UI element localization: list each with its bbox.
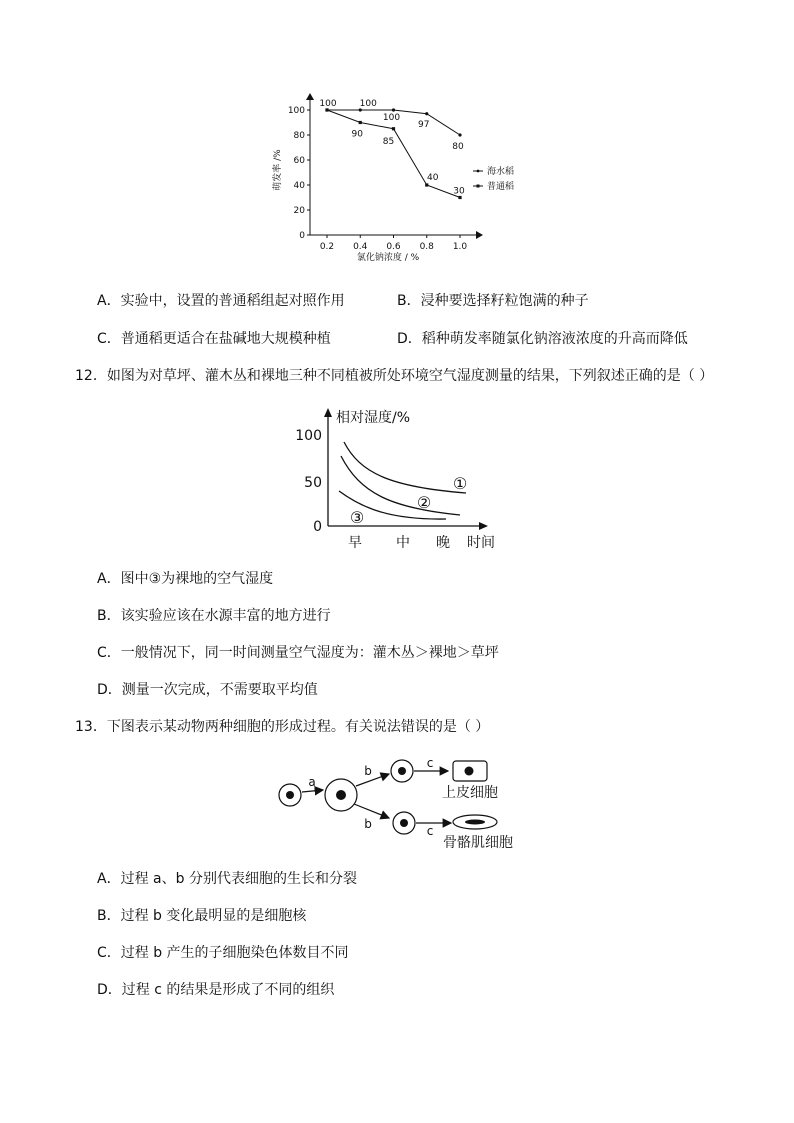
y-tick-label-40: 40	[293, 181, 305, 191]
point-s0-4	[458, 133, 461, 136]
y-tick-label-100: 100	[287, 106, 305, 116]
x-tick-label-0.4: 0.4	[353, 242, 368, 252]
humidity-curve-1	[344, 442, 466, 493]
q12-option-a: A．图中③为裸地的空气湿度	[97, 571, 274, 587]
data-label-s1-2: 85	[382, 136, 395, 147]
q11-option-a: A．实验中，设置的普通稻组起对照作用	[97, 293, 345, 309]
y-tick-label-60: 60	[293, 156, 305, 166]
data-label-s1-1: 90	[351, 129, 363, 140]
q12-stem: 12．如图为对草坪、灌木丛和裸地三种不同植被所处环境空气湿度测量的结果，下列叙述正确的是（ ）	[75, 368, 714, 384]
data-label-s1-4: 30	[453, 186, 465, 197]
point-s0-2	[392, 108, 395, 111]
humidity-chart	[0, 395, 794, 575]
point-s1-3	[425, 183, 428, 186]
arrow-b-upper	[356, 774, 389, 786]
y-tick-50: 50	[304, 475, 322, 491]
x-tick-label-0.8: 0.8	[419, 242, 434, 252]
y-tick-label-20: 20	[293, 206, 305, 216]
label-a: a	[308, 775, 316, 789]
y-tick-label-0: 0	[299, 231, 305, 241]
epithelial-cell-nucleus	[465, 767, 474, 776]
q13-option-a: A．过程 a、b 分别代表细胞的生长和分裂	[97, 871, 357, 887]
q12-option-d: D．测量一次完成，不需要取平均值	[97, 682, 318, 698]
skeletal-muscle-cell-label: 骨骼肌细胞	[443, 835, 513, 851]
data-label-s0-4: 80	[452, 142, 464, 152]
q13-stem: 13．下图表示某动物两种细胞的形成过程。有关说法错误的是（ ）	[75, 719, 490, 735]
data-label-s1-3: 40	[427, 173, 439, 183]
y-axis-arrow	[324, 408, 332, 417]
point-s1-2	[392, 127, 395, 130]
x-tick-label-1.0: 1.0	[452, 242, 468, 252]
data-label-s0-2: 100	[382, 113, 401, 123]
label-b-lower: b	[364, 817, 372, 831]
series-line-1	[327, 110, 460, 198]
label-b-upper: b	[364, 764, 372, 778]
x-axis-arrow	[479, 522, 488, 530]
q13-option-d: D．过程 c 的结果是形成了不同的组织	[97, 982, 335, 998]
y-axis-arrow	[306, 93, 314, 100]
q11-option-c: C．普通稻更适合在盐碱地大规模种植	[97, 331, 331, 347]
x-tick-label-0.6: 0.6	[386, 242, 401, 252]
curve-label-2: ②	[416, 493, 432, 512]
cell-formation-diagram	[0, 740, 794, 860]
q11-option-b: B．浸种要选择籽粒饱满的种子	[397, 293, 589, 309]
q12-option-c: C．一般情况下，同一时间测量空气湿度为：灌木丛＞裸地＞草坪	[97, 645, 499, 661]
curve-label-1: ①	[452, 474, 468, 493]
arrow-b-lower	[354, 804, 389, 818]
epithelial-cell-label: 上皮细胞	[442, 785, 498, 801]
y-tick-100: 100	[295, 428, 322, 444]
humidity-curve-2	[341, 456, 460, 515]
arrow-a	[302, 790, 323, 792]
y-axis-label: 相对湿度/%	[336, 410, 411, 426]
label-c-upper: c	[426, 756, 434, 770]
data-label-s0-3: 97	[418, 119, 430, 130]
x-tick-label-0.2: 0.2	[319, 242, 335, 252]
cell-grown-nucleus	[336, 790, 346, 800]
point-s0-3	[425, 112, 428, 115]
legend	[473, 165, 514, 192]
legend-marker-haishuidao	[477, 170, 480, 173]
cell-initial-nucleus	[286, 791, 294, 799]
x-axis-label: 氯化钠浓度 / %	[356, 253, 420, 263]
skeletal-muscle-cell-nucleus	[465, 820, 485, 825]
germination-chart	[0, 0, 794, 280]
q12-option-b: B．该实验应该在水源丰富的地方进行	[97, 608, 331, 624]
x-tick-wan: 晚	[436, 535, 450, 551]
legend-label-putongdao: 普通稻	[487, 182, 515, 192]
curve-label-3: ③	[349, 508, 365, 527]
y-axis-label: 萌发率 /%	[273, 149, 283, 191]
y-tick-0: 0	[313, 519, 322, 535]
legend-label-haishuidao: 海水稻	[487, 167, 515, 177]
x-axis-label: 时间	[467, 535, 495, 551]
q13-option-c: C．过程 b 产生的子细胞染色体数目不同	[97, 945, 349, 961]
q13-option-b: B．过程 b 变化最明显的是细胞核	[97, 908, 307, 924]
data-label-s0-1: 100	[359, 99, 377, 109]
x-axis-arrow	[476, 231, 483, 239]
legend-marker-putongdao	[477, 185, 480, 188]
x-tick-zhong: 中	[396, 535, 410, 551]
label-c-lower: c	[426, 824, 434, 838]
y-tick-label-80: 80	[293, 131, 305, 141]
x-tick-zao: 早	[348, 535, 362, 551]
point-s1-1	[359, 121, 362, 124]
data-label-s0-0: 100	[319, 99, 337, 109]
q11-option-d: D．稻种萌发率随氯化钠溶液浓度的升高而降低	[397, 331, 688, 347]
cell-daughter-upper-nucleus	[398, 767, 406, 775]
cell-daughter-lower-nucleus	[400, 819, 408, 827]
